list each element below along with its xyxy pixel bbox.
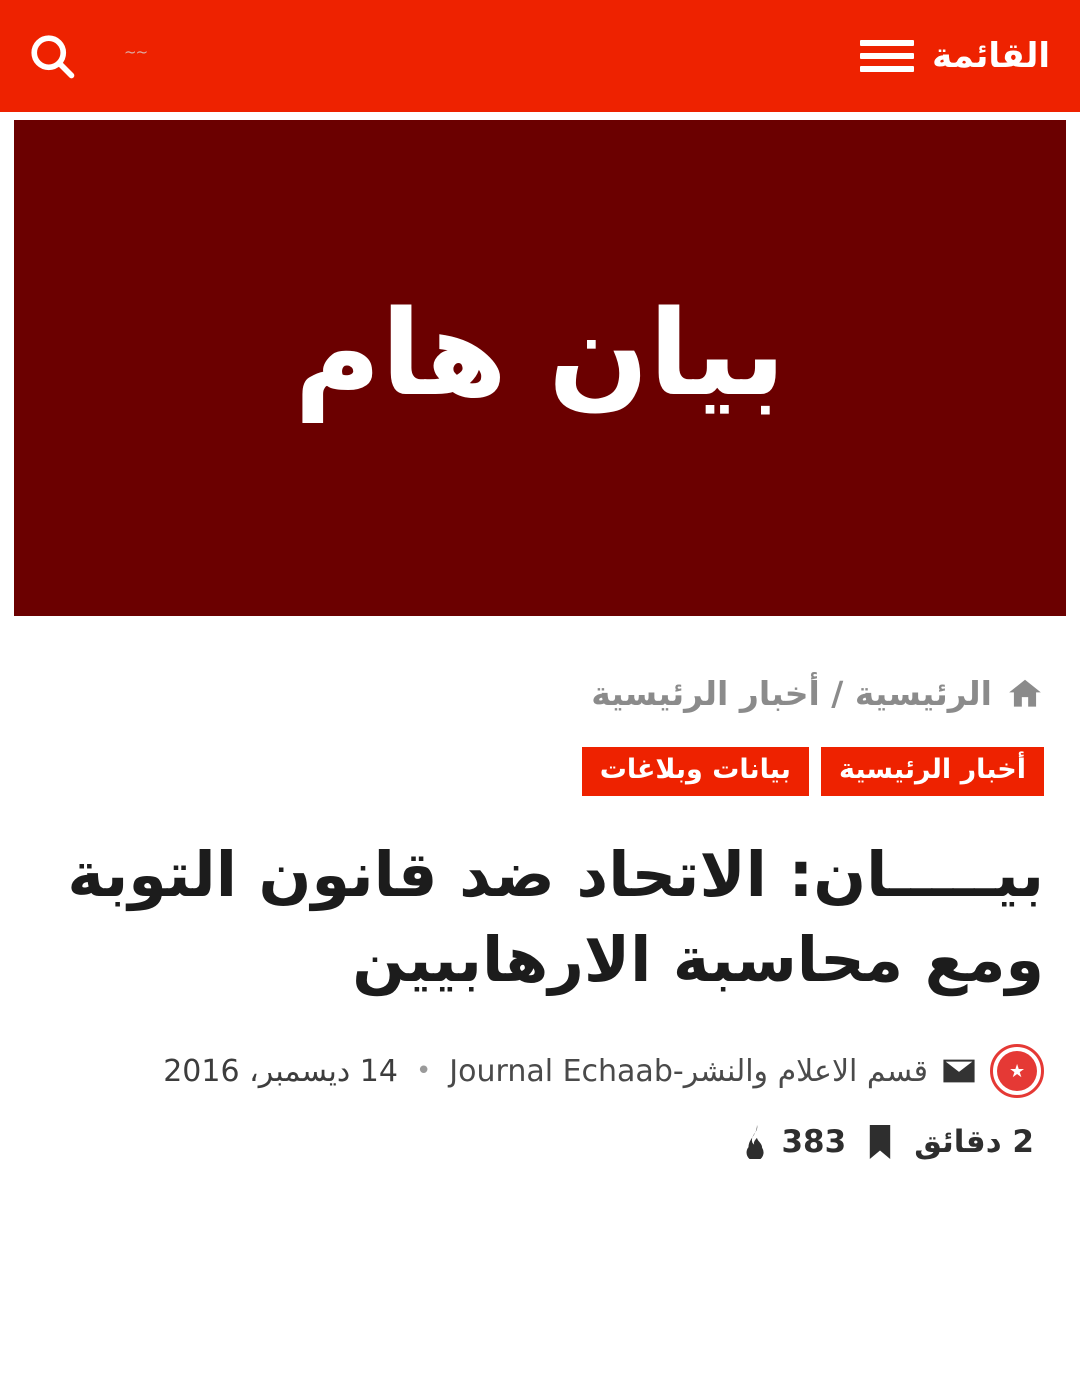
avatar[interactable]	[990, 1044, 1044, 1098]
page-title: بيـــــان: الاتحاد ضد قانون التوبة ومع محاسبة الارهابيين	[67, 837, 1044, 997]
article-stats	[36, 1124, 1044, 1160]
menu-button[interactable]	[860, 36, 1050, 76]
article-tag-list	[36, 747, 1044, 796]
hero-image-text: بيان هام	[294, 284, 786, 423]
view-count: 383	[781, 1124, 847, 1161]
article-hero-image	[14, 120, 1066, 616]
meta-separator: •	[415, 1056, 432, 1087]
bookmark-icon[interactable]	[866, 1125, 894, 1159]
topbar-right-group	[26, 30, 147, 82]
read-time: 2 دقائق	[914, 1124, 1034, 1161]
breadcrumb-text[interactable]: الرئيسية / أخبار الرئيسية	[591, 674, 992, 713]
tag-bayanat-wa-balaghat[interactable]: بيانات وبلاغات	[582, 747, 809, 796]
small-logo-mark: ~~	[124, 43, 148, 61]
search-icon[interactable]	[26, 30, 78, 82]
article-meta	[36, 1044, 1044, 1098]
view-count-group	[743, 1124, 846, 1160]
article-date: 14 ديسمبر، 2016	[163, 1053, 398, 1089]
tag-akhbar-raisiya[interactable]: أخبار الرئيسية	[821, 747, 1044, 796]
fire-icon	[743, 1125, 771, 1159]
article-author[interactable]: قسم الاعلام والنشر-Journal Echaab	[449, 1053, 928, 1089]
hamburger-icon[interactable]	[860, 36, 914, 76]
article-content	[0, 672, 1080, 1160]
top-navigation-bar	[0, 0, 1080, 112]
breadcrumb	[36, 672, 1044, 717]
menu-label: القائمة	[932, 36, 1050, 76]
envelope-icon[interactable]	[942, 1058, 976, 1084]
avatar-inner: ★	[997, 1051, 1037, 1091]
home-icon[interactable]	[1006, 675, 1044, 713]
